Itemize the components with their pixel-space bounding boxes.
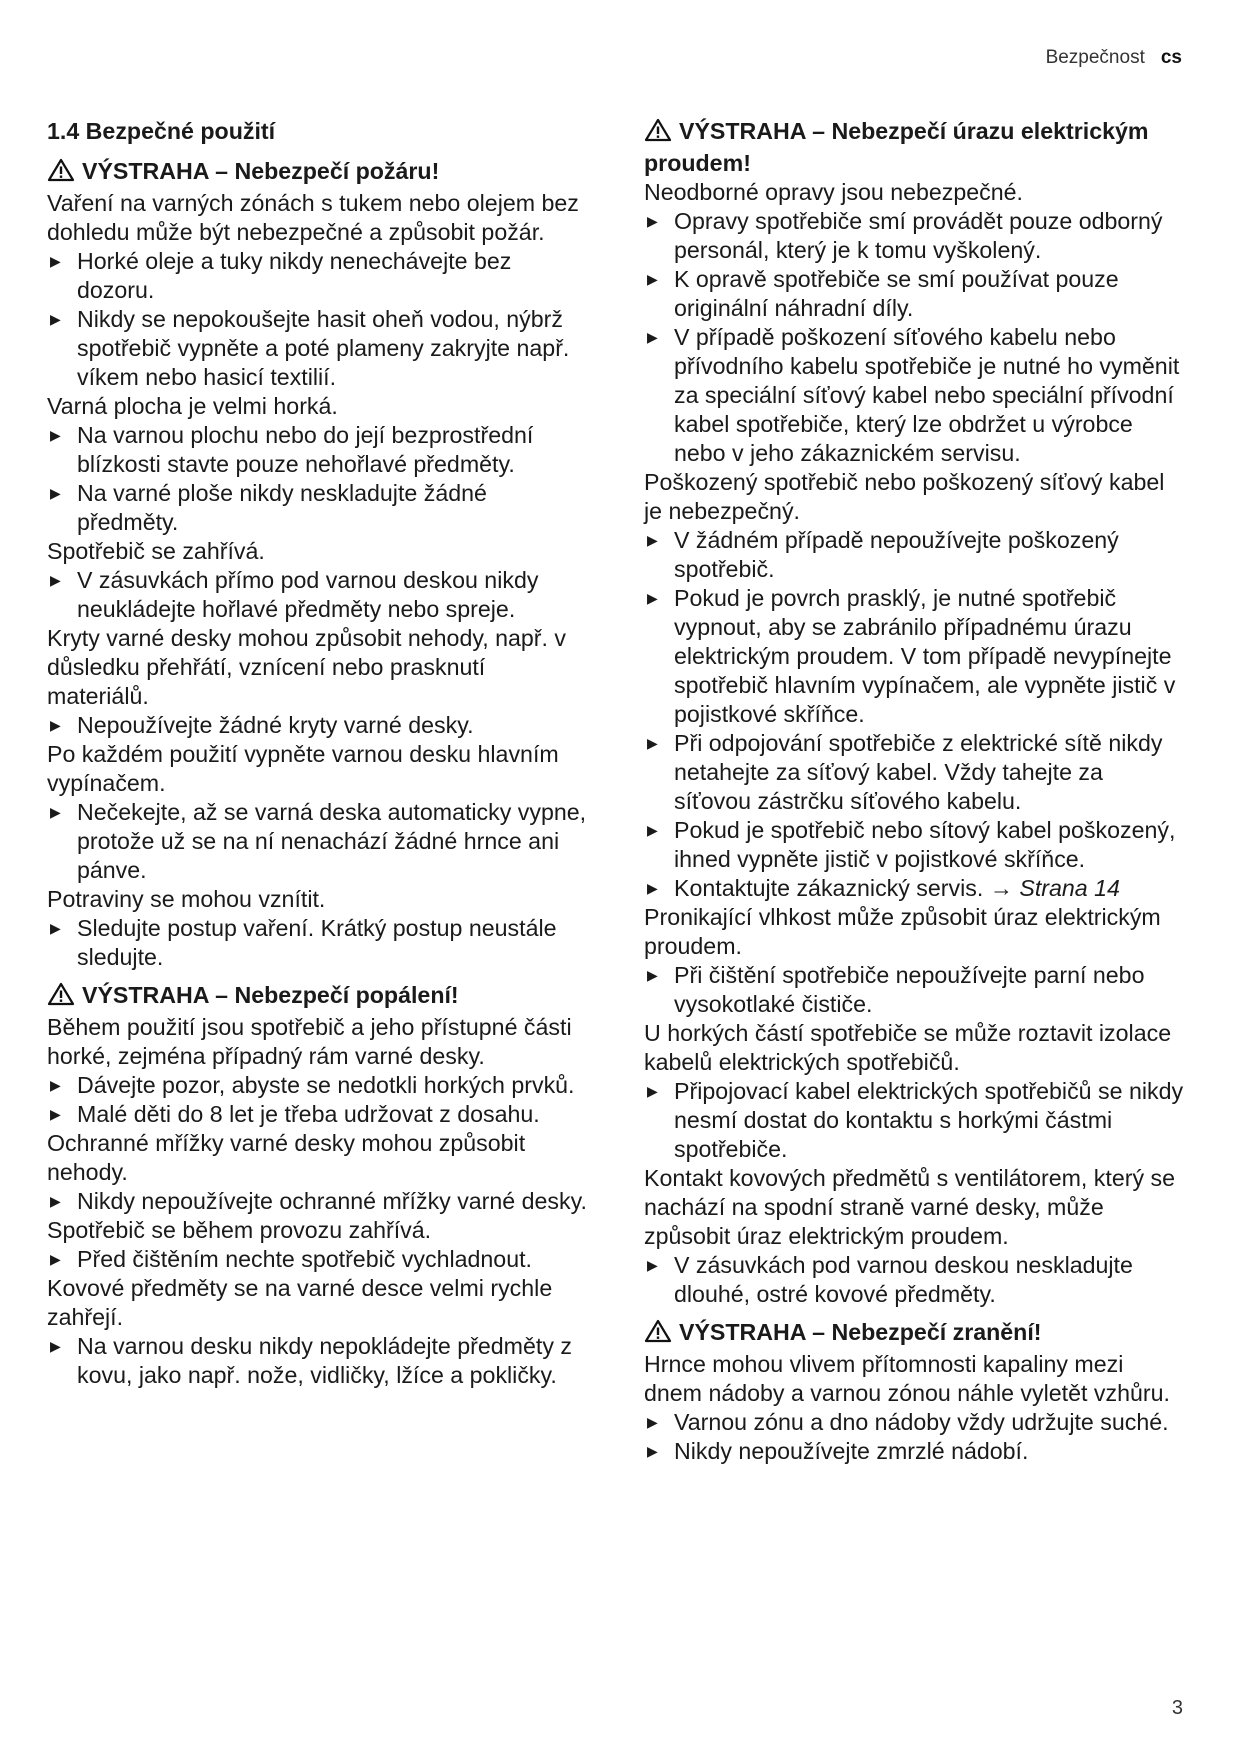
paragraph: Kovové předměty se na varné desce velmi rychle zahřejí. — [47, 1275, 553, 1330]
bullet-text: Dávejte pozor, abyste se nedotkli horkých prvků. — [77, 1072, 575, 1098]
bullet-icon: ▶ — [647, 271, 658, 287]
paragraph: Neodborné opravy jsou nebezpečné. — [644, 179, 1023, 205]
bullet-text: Pokud je povrch prasklý, je nutné spotřebič vypnout, aby se zabránilo případnému úrazu elektrickým proudem. V tom případě nevypínejte spotřebič hlavním vypínačem, ale vypněte jistič v pojistkové skříňce. — [674, 585, 1176, 727]
bullet-icon: ▶ — [50, 1077, 61, 1093]
bullet-item — [644, 207, 1184, 265]
bullet-icon: ▶ — [647, 1414, 658, 1430]
bullet-text: Nikdy nepoužívejte ochranné mřížky varné desky. — [77, 1188, 587, 1214]
bullet-icon: ▶ — [50, 1106, 61, 1122]
paragraph: Pronikající vlhkost může způsobit úraz elektrickým proudem. — [644, 904, 1161, 959]
warning-text: VÝSTRAHA – Nebezpečí úrazu elektrickým proudem! — [644, 118, 1149, 176]
paragraph: Během použití jsou spotřebič a jeho přístupné části horké, zejména případný rám varné desky. — [47, 1014, 572, 1069]
bullet-text: Pokud je spotřebič nebo sítový kabel poškozený, ihned vypněte jistič v pojistkové skříňce. — [674, 817, 1176, 872]
bullet-icon: ▶ — [50, 427, 61, 443]
bullet-text: Horké oleje a tuky nikdy nenechávejte bez dozoru. — [77, 248, 512, 303]
bullet-text: Při odpojování spotřebiče z elektrické sítě nikdy netahejte za síťový kabel. Vždy tahejte za síťovou zástrčku síťového kabelu. — [674, 730, 1163, 814]
paragraph: Po každém použití vypněte varnou desku hlavním vypínačem. — [47, 741, 559, 796]
bullet-item — [644, 1437, 1184, 1466]
bullet-text: Nikdy nepoužívejte zmrzlé nádobí. — [674, 1438, 1029, 1464]
bullet-item — [47, 914, 587, 972]
warning-heading — [47, 157, 587, 189]
bullet-item — [47, 305, 587, 392]
bullet-text: K opravě spotřebiče se smí používat pouze originální náhradní díly. — [674, 266, 1119, 321]
bullet-item — [644, 526, 1184, 584]
bullet-text: Opravy spotřebiče smí provádět pouze odborný personál, který je k tomu vyškolený. — [674, 208, 1163, 263]
header-language: cs — [1160, 47, 1182, 68]
paragraph: Potraviny se mohou vznítit. — [47, 886, 326, 912]
bullet-text: V žádném případě nepoužívejte poškozený spotřebič. — [674, 527, 1119, 582]
bullet-item — [47, 479, 587, 537]
bullet-icon: ▶ — [50, 311, 61, 327]
bullet-item — [47, 1071, 587, 1100]
bullet-icon: ▶ — [647, 967, 658, 983]
bullet-item — [47, 798, 587, 885]
paragraph: Poškozený spotřebič nebo poškozený síťový kabel je nebezpečný. — [644, 469, 1165, 524]
bullet-text: Nepoužívejte žádné kryty varné desky. — [77, 712, 474, 738]
paragraph: Spotřebič se během provozu zahřívá. — [47, 1217, 432, 1243]
bullet-icon: ▶ — [647, 822, 658, 838]
paragraph: Kryty varné desky mohou způsobit nehody, např. v důsledku přehřátí, vznícení nebo prasknutí materiálů. — [47, 625, 566, 709]
bullet-item — [644, 816, 1184, 874]
page-reference[interactable]: → Strana 14 — [989, 875, 1120, 901]
warning-icon — [644, 118, 672, 149]
paragraph: Varná plocha je velmi horká. — [47, 393, 338, 419]
warning-heading — [644, 117, 1184, 178]
bullet-item — [644, 729, 1184, 816]
bullet-icon: ▶ — [50, 920, 61, 936]
warning-icon — [644, 1319, 672, 1350]
bullet-text: Na varnou plochu nebo do její bezprostřední blízkosti stavte pouze nehořlavé předměty. — [77, 422, 534, 477]
bullet-icon: ▶ — [647, 880, 658, 896]
bullet-text: Nečekejte, až se varná deska automaticky vypne, protože už se na ní nenachází žádné hrnce ani pánve. — [77, 799, 587, 883]
bullet-icon: ▶ — [50, 1251, 61, 1267]
bullet-item — [47, 1187, 587, 1216]
bullet-text: Na varné ploše nikdy neskladujte žádné předměty. — [77, 480, 487, 535]
bullet-icon: ▶ — [647, 1257, 658, 1273]
warning-icon — [47, 158, 75, 189]
left-blocks — [47, 157, 587, 1390]
bullet-icon: ▶ — [647, 329, 658, 345]
bullet-item — [644, 323, 1184, 468]
bullet-text: V případě poškození síťového kabelu nebo přívodního kabelu spotřebiče je nutné ho vyměnit za speciální síťový kabel nebo speciální přívodní kabel spotřebiče, který lze obdržet u výrobce nebo v jeho zákaznickém servisu. — [674, 324, 1180, 466]
paragraph: Vaření na varných zónách s tukem nebo olejem bez dohledu může být nebezpečné a způsobit požár. — [47, 190, 579, 245]
left-column — [47, 117, 587, 1390]
bullet-text: Před čištěním nechte spotřebič vychladnout. — [77, 1246, 532, 1272]
bullet-text: Malé děti do 8 let je třeba udržovat z dosahu. — [77, 1101, 540, 1127]
right-column — [644, 117, 1184, 1466]
paragraph: Hrnce mohou vlivem přítomnosti kapaliny mezi dnem nádoby a varnou zónou náhle vyletět vzhůru. — [644, 1351, 1170, 1406]
section-title: 1.4 Bezpečné použití — [47, 118, 276, 144]
paragraph: Kontakt kovových předmětů s ventilátorem, který se nachází na spodní straně varné desky, může způsobit úraz elektrickým proudem. — [644, 1165, 1175, 1249]
bullet-item — [644, 265, 1184, 323]
paragraph: Ochranné mřížky varné desky mohou způsobit nehody. — [47, 1130, 526, 1185]
warning-text: VÝSTRAHA – Nebezpečí zranění! — [679, 1319, 1042, 1345]
bullet-icon: ▶ — [647, 1443, 658, 1459]
bullet-icon: ▶ — [50, 253, 61, 269]
bullet-text: Při čištění spotřebiče nepoužívejte parní nebo vysokotlaké čističe. — [674, 962, 1145, 1017]
bullet-text: Na varnou desku nikdy nepokládejte předměty z kovu, jako např. nože, vidličky, lžíce a pokličky. — [77, 1333, 572, 1388]
bullet-icon: ▶ — [647, 213, 658, 229]
bullet-icon: ▶ — [50, 1338, 61, 1354]
bullet-item — [47, 711, 587, 740]
bullet-icon: ▶ — [647, 532, 658, 548]
header-section: Bezpečnost — [1045, 47, 1145, 68]
warning-heading — [47, 981, 587, 1013]
warning-heading — [644, 1318, 1184, 1350]
bullet-text: V zásuvkách pod varnou deskou neskladujte dlouhé, ostré kovové předměty. — [674, 1252, 1133, 1307]
bullet-icon: ▶ — [50, 572, 61, 588]
bullet-item — [644, 1408, 1184, 1437]
bullet-text: Připojovací kabel elektrických spotřebičů se nikdy nesmí dostat do kontaktu s horkými částmi spotřebiče. — [674, 1078, 1184, 1162]
bullet-item — [644, 1251, 1184, 1309]
bullet-icon: ▶ — [647, 735, 658, 751]
bullet-icon: ▶ — [647, 1083, 658, 1099]
page-header — [1046, 47, 1182, 69]
bullet-icon: ▶ — [50, 717, 61, 733]
bullet-text: V zásuvkách přímo pod varnou deskou nikdy neukládejte hořlavé předměty nebo spreje. — [77, 567, 539, 622]
bullet-item — [47, 566, 587, 624]
paragraph: Spotřebič se zahřívá. — [47, 538, 265, 564]
bullet-item — [644, 961, 1184, 1019]
bullet-item — [47, 421, 587, 479]
bullet-icon: ▶ — [50, 804, 61, 820]
bullet-item — [47, 247, 587, 305]
bullet-item — [47, 1245, 587, 1274]
warning-icon — [47, 982, 75, 1013]
bullet-text: Varnou zónu a dno nádoby vždy udržujte suché. — [674, 1409, 1169, 1435]
bullet-item — [47, 1100, 587, 1129]
bullet-item — [47, 1332, 587, 1390]
paragraph: U horkých částí spotřebiče se může roztavit izolace kabelů elektrických spotřebičů. — [644, 1020, 1172, 1075]
bullet-text: Nikdy se nepokoušejte hasit oheň vodou, nýbrž spotřebič vypněte a poté plameny zakryjte např. víkem nebo hasicí textilií. — [77, 306, 570, 390]
warning-text: VÝSTRAHA – Nebezpečí popálení! — [82, 982, 459, 1008]
bullet-icon: ▶ — [50, 485, 61, 501]
bullet-icon: ▶ — [50, 1193, 61, 1209]
bullet-item — [644, 584, 1184, 729]
bullet-item — [644, 874, 1184, 903]
page-number: 3 — [1171, 1697, 1183, 1719]
bullet-item — [644, 1077, 1184, 1164]
bullet-icon: ▶ — [647, 590, 658, 606]
bullet-text: Sledujte postup vaření. Krátký postup neustále sledujte. — [77, 915, 557, 970]
right-blocks — [644, 117, 1184, 1466]
bullet-text: Kontaktujte zákaznický servis. — [674, 875, 984, 901]
warning-text: VÝSTRAHA – Nebezpečí požáru! — [82, 158, 440, 184]
